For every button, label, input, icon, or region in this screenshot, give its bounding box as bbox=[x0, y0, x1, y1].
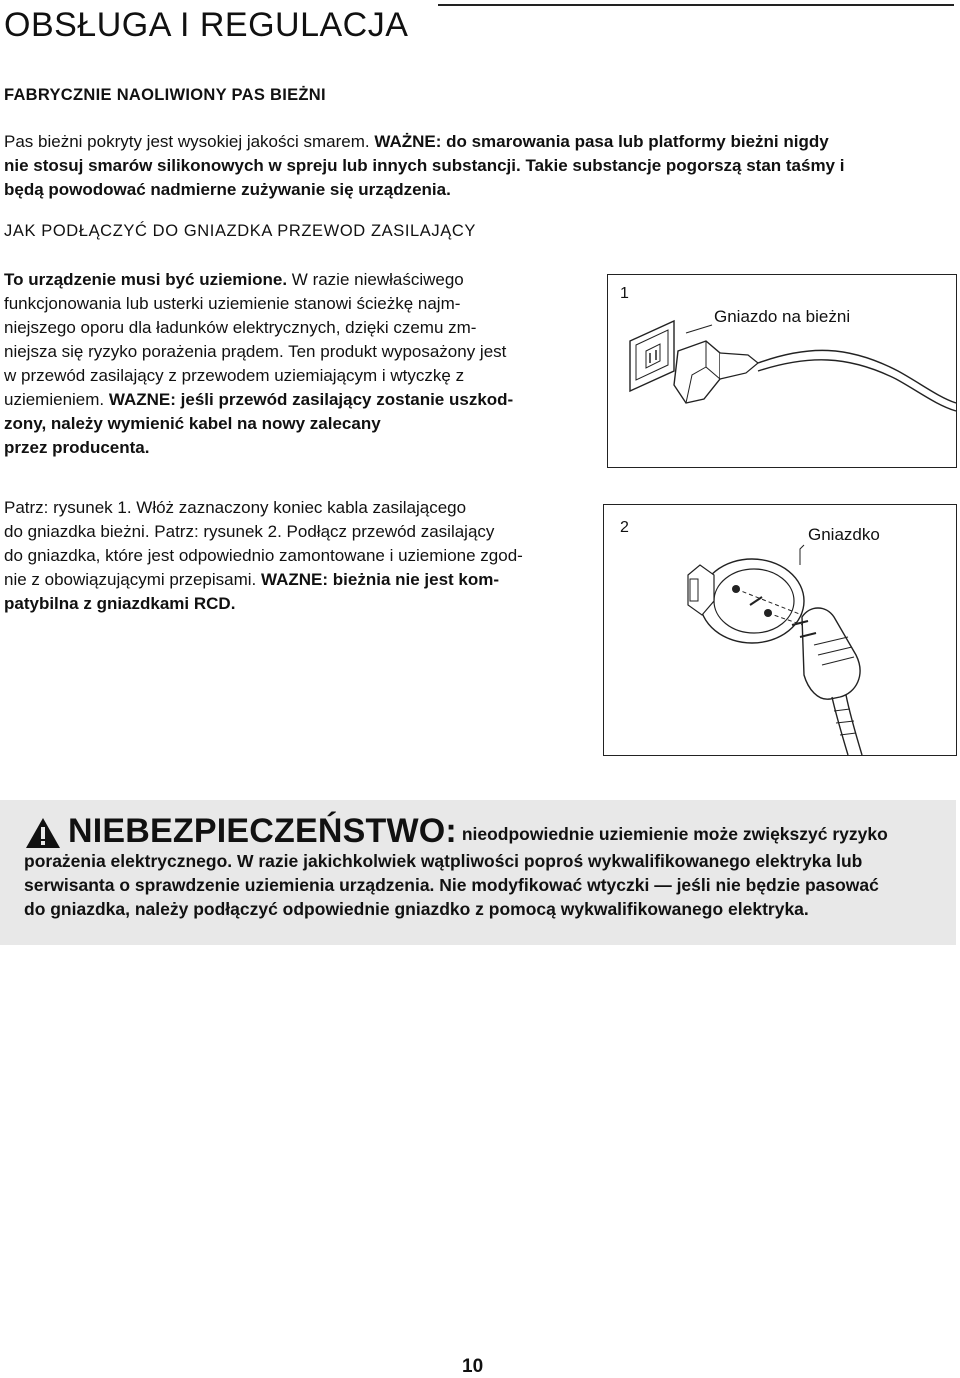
warning-first-line bbox=[68, 812, 888, 851]
power-cord-socket-illustration bbox=[608, 275, 956, 467]
text: niejszego oporu dla ładunków elektrycznych, dzięki czemu zm- bbox=[4, 318, 477, 337]
section-heading-belt: FABRYCZNIE NAOLIWIONY PAS BIEŻNI bbox=[4, 86, 326, 104]
text: do gniazdka, które jest odpowiednio zamontowane i uziemione zgod- bbox=[4, 546, 523, 565]
text-bold: patybilna z gniazdkami RCD. bbox=[4, 594, 236, 613]
text-bold: nie stosuj smarów silikonowych w spreju lub innych substancji. Takie substancje pogorszą stan taśmy i bbox=[4, 156, 845, 175]
text: Pas bieżni pokryty jest wysokiej jakości smarem. bbox=[4, 132, 375, 151]
text: niejsza się ryzyko porażenia prądem. Ten produkt wyposażony jest bbox=[4, 342, 507, 361]
text: do gniazdka bieżni. Patrz: rysunek 2. Podłącz przewód zasilający bbox=[4, 522, 495, 541]
text-bold: To urządzenie musi być uziemione. bbox=[4, 270, 288, 289]
section-heading-power: JAK PODŁĄCZYĆ DO GNIAZDKA PRZEWOD ZASILAJĄCY bbox=[4, 222, 476, 240]
warning-text: do gniazdka, należy podłączyć odpowiednie gniazdko z pomocą wykwalifikowanego elektryka. bbox=[24, 899, 809, 919]
page-number: 10 bbox=[462, 1356, 484, 1377]
text: uziemieniem. bbox=[4, 390, 109, 409]
text: funkcjonowania lub usterki uziemienie stanowi ścieżkę najm- bbox=[4, 294, 461, 313]
figure-1 bbox=[607, 274, 957, 468]
warning-text: nieodpowiednie uziemienie może zwiększyć ryzyko bbox=[461, 824, 888, 844]
text-bold: będą powodować nadmierne zużywanie się urządzenia. bbox=[4, 180, 451, 199]
paragraph-connect bbox=[4, 496, 523, 616]
text-bold: zony, należy wymienić kabel na nowy zalecany bbox=[4, 414, 381, 433]
text-bold: WAZNE: jeśli przewód zasilający zostanie uszkod- bbox=[108, 390, 514, 409]
text: w przewód zasilający z przewodem uziemiającym i wtyczkę z bbox=[4, 366, 465, 385]
warning-triangle-icon bbox=[24, 816, 62, 850]
figure-label: Gniazdo na bieżni bbox=[714, 307, 851, 326]
warning-text: serwisanta o sprawdzenie uziemienia urządzenia. Nie modyfikować wtyczki — jeśli nie będzie pasować bbox=[24, 875, 879, 895]
text: W razie niewłaściwego bbox=[287, 270, 464, 289]
warning-text: porażenia elektrycznego. W razie jakichkolwiek wątpliwości poproś wykwalifikowanego elektryka lub bbox=[24, 851, 863, 871]
text-bold: przez producenta. bbox=[4, 438, 150, 457]
figure-2 bbox=[603, 504, 957, 756]
text: Patrz: rysunek 1. Włóż zaznaczony koniec kabla zasilającego bbox=[4, 498, 467, 517]
page-title: OBSŁUGA I REGULACJA bbox=[4, 6, 409, 44]
text-bold: WAŻNE: do smarowania pasa lub platformy bieżni nigdy bbox=[374, 132, 829, 151]
figure-number: 2 bbox=[620, 519, 629, 536]
text: nie z obowiązującymi przepisami. bbox=[4, 570, 261, 589]
figure-label: Gniazdko bbox=[808, 525, 880, 544]
header-rule bbox=[438, 4, 954, 6]
figure-number: 1 bbox=[620, 285, 629, 302]
plug-and-outlet-illustration bbox=[604, 505, 956, 755]
paragraph-grounding bbox=[4, 268, 513, 460]
warning-title: NIEBEZPIECZEŃSTWO: bbox=[68, 812, 457, 850]
text-bold: WAZNE: bieżnia nie jest kom- bbox=[261, 570, 500, 589]
paragraph-belt bbox=[4, 130, 844, 202]
